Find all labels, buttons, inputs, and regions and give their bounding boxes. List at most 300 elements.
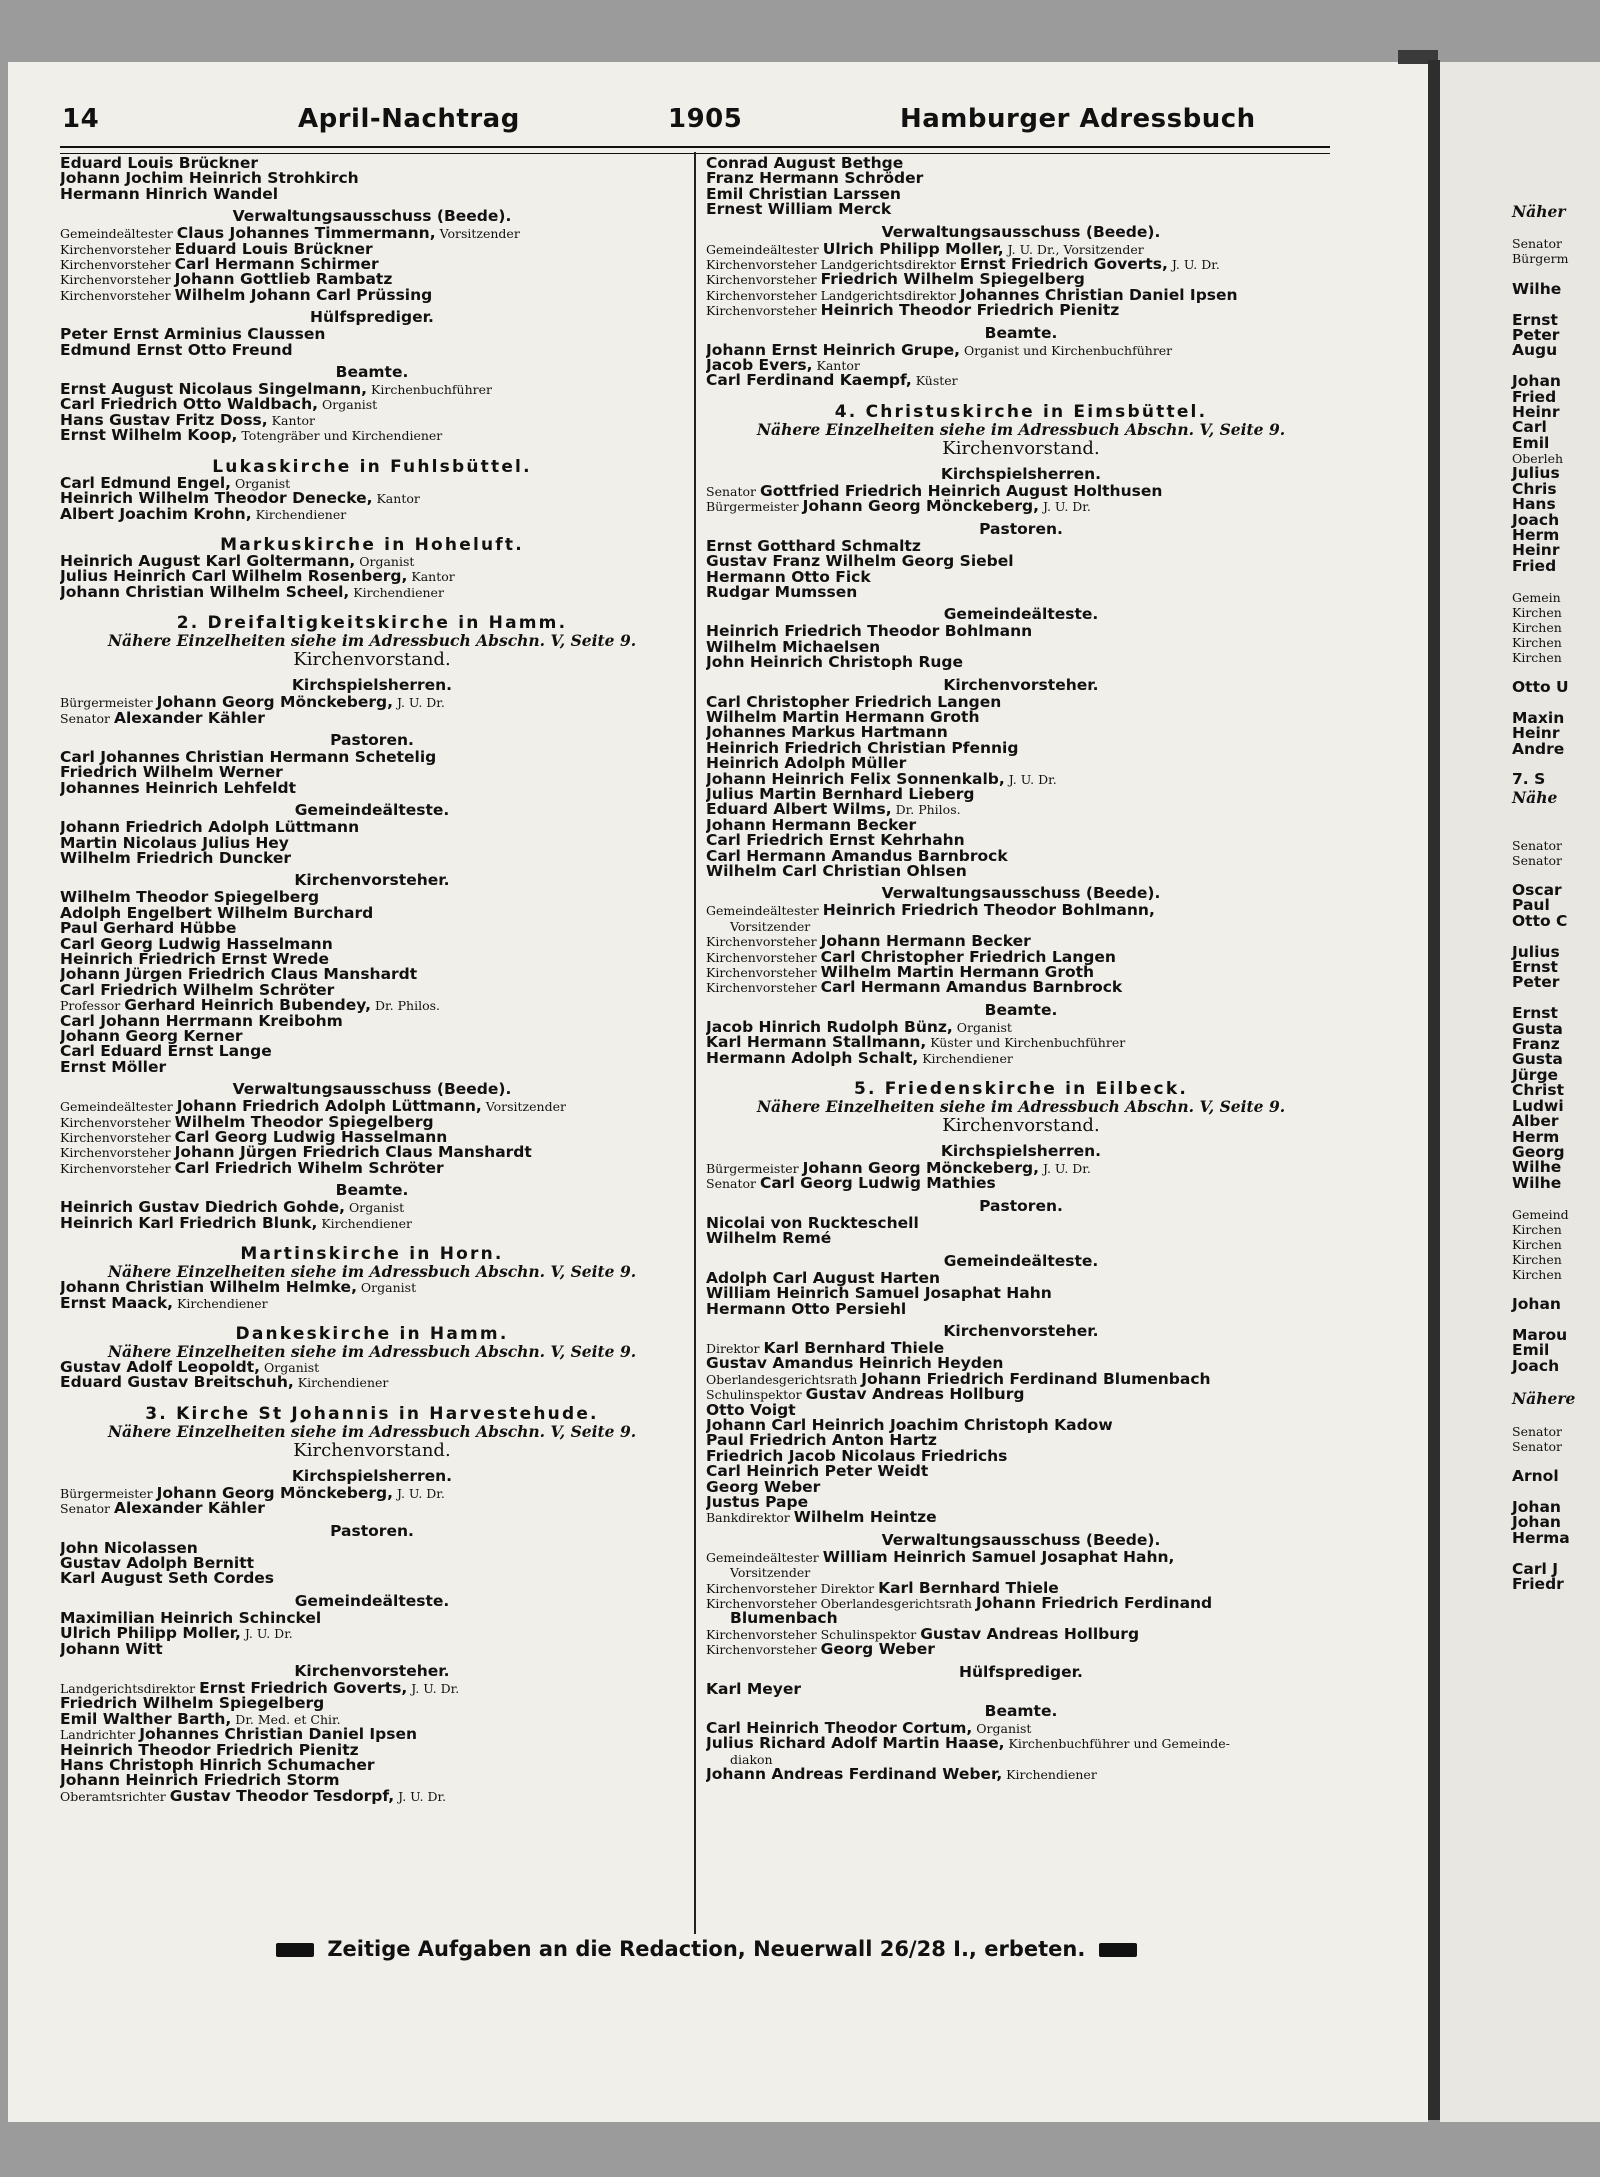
- entry-line: [706, 202, 1336, 217]
- entry-name: Friedrich Wilhelm Spiegelberg: [60, 1696, 325, 1712]
- entry-name: Johann Friedrich Adolph Lüttmann: [60, 820, 360, 836]
- entry-title: Kirchenvorsteher Landgerichtsdirektor: [706, 257, 960, 273]
- entry-name: Carl Hermann Amandus Barnbrock: [706, 848, 1008, 864]
- section-heading: Kirchenvorsteher.: [294, 1661, 450, 1680]
- adjacent-page-text: Senator: [1512, 837, 1562, 853]
- entry-line: [60, 257, 684, 272]
- year: 1905: [668, 104, 743, 134]
- entry-line: [60, 1060, 684, 1075]
- entry-line: [706, 980, 1336, 995]
- entry-role: Organist: [318, 397, 378, 413]
- section-heading: Kirchspielsherren.: [940, 464, 1102, 483]
- section-heading: Verwaltungsausschuss (Beede).: [881, 222, 1161, 241]
- entry-line: [60, 272, 684, 287]
- entry-line: [706, 864, 1336, 879]
- entry-line: [60, 1014, 684, 1029]
- entry-line: [60, 491, 684, 506]
- entry-name: Carl Christopher Friedrich Langen: [820, 949, 1116, 966]
- adjacent-page-text: Kirchen: [1512, 1251, 1562, 1267]
- entry-name: Ernst August Nicolaus Singelmann,: [60, 382, 368, 398]
- entry-line: [706, 1302, 1336, 1317]
- section-heading: Beamte.: [984, 1702, 1058, 1721]
- entry-name: Carl Friedrich Otto Waldbach,: [60, 397, 319, 413]
- entry-line: [60, 750, 684, 765]
- entry-line: [706, 1449, 1336, 1464]
- church-heading: Markuskirche in Hoheluft.: [220, 534, 524, 555]
- entry-line: [60, 397, 684, 412]
- entry-role: Kirchendiener: [293, 1375, 389, 1391]
- entry-line: [60, 156, 684, 171]
- entry-name: Heinrich Friedrich Christian Pfennig: [706, 740, 1019, 757]
- entry-line: [706, 1051, 1336, 1066]
- entry-title: Kirchenvorsteher: [706, 965, 821, 981]
- section-heading: Beamte.: [335, 1181, 409, 1200]
- entry-title: Bürgermeister: [706, 1161, 803, 1177]
- entry-name: Ernst Maack,: [60, 1295, 174, 1311]
- entry-title: Landgerichtsdirektor: [60, 1680, 200, 1696]
- entry-name: Heinrich Friedrich Theodor Bohlmann: [706, 624, 1033, 640]
- entry-name: Johann Ernst Heinrich Grupe,: [706, 342, 960, 359]
- entry-role: Organist: [355, 553, 415, 569]
- entry-name: Eduard Louis Brückner: [60, 156, 258, 172]
- entry-title: Bürgermeister: [60, 695, 157, 711]
- reference-note: Nähere Einzelheiten siehe im Adressbuch Abschn. V, Seite 9.: [107, 1421, 637, 1441]
- entry-name: Julius Martin Bernhard Lieberg: [706, 786, 975, 803]
- entry-line: [706, 1581, 1336, 1596]
- entry-role: Küster und Kirchenbuchführer: [926, 1035, 1126, 1051]
- entry-line: [60, 585, 684, 600]
- entry-name: Gustav Amandus Heinrich Heyden: [706, 1356, 1004, 1372]
- adjacent-page-fragments: [1512, 202, 1575, 1592]
- entry-name: Johann Georg Mönckeberg,: [802, 1161, 1039, 1177]
- entry-line: [706, 585, 1336, 600]
- entry-name: Johannes Christian Daniel Ipsen: [139, 1727, 418, 1743]
- adjacent-page-text: Wilhe: [1512, 279, 1562, 298]
- entry-title: Kirchenvorsteher: [706, 272, 821, 288]
- entry-line: [706, 303, 1336, 318]
- entry-name: Johann Hermann Becker: [706, 817, 917, 834]
- entry-name: Johann Georg Mönckeberg,: [156, 695, 393, 711]
- entry-name: Heinrich Wilhelm Theodor Denecke,: [60, 491, 373, 507]
- entry-role: J. U. Dr.: [407, 1680, 460, 1696]
- entry-name: Heinrich Adolph Müller: [706, 756, 907, 772]
- entry-line: [706, 242, 1336, 257]
- entry-name: Ernst Friedrich Goverts,: [199, 1680, 408, 1697]
- entry-role: Kantor: [267, 412, 316, 428]
- section-heading: Hülfsprediger.: [310, 308, 434, 327]
- entry-title: Bürgermeister: [706, 499, 803, 515]
- entry-role: Vorsitzender: [481, 1099, 566, 1115]
- entry-title: Kirchenvorsteher: [60, 1160, 175, 1176]
- entry-name: Heinrich Friedrich Ernst Wrede: [60, 952, 330, 968]
- entry-line: [60, 1681, 684, 1696]
- entry-line: [706, 1372, 1336, 1387]
- entry-line: [706, 1176, 1336, 1191]
- entry-line: [706, 950, 1336, 965]
- entry-line: [706, 1020, 1336, 1035]
- entry-name: Carl Ferdinand Kaempf,: [706, 373, 912, 389]
- entry-line: [60, 967, 684, 982]
- entry-title: Oberamtsrichter: [60, 1788, 170, 1804]
- entry-role: Küster: [911, 373, 958, 389]
- entry-name: Johann Christian Wilhelm Scheel,: [60, 584, 350, 601]
- entry-line: [60, 1789, 684, 1804]
- entry-line: [60, 851, 684, 866]
- adjacent-page-text: Näher: [1512, 202, 1566, 221]
- entry-name: Wilhelm Friedrich Duncker: [60, 850, 292, 867]
- entry-line: [60, 476, 684, 491]
- entry-line: [706, 1550, 1336, 1565]
- adjacent-page-text: Georg: [1512, 1142, 1565, 1161]
- adjacent-page-text: Augu: [1512, 341, 1558, 360]
- entry-name: Paul Friedrich Anton Hartz: [706, 1433, 937, 1449]
- entry-line: [60, 343, 684, 358]
- adjacent-page-text: Fried: [1512, 556, 1557, 575]
- adjacent-page-text: [1512, 822, 1575, 837]
- church-heading: 4. Christuskirche in Eimsbüttel.: [834, 401, 1208, 422]
- entry-continuation: diakon: [730, 1751, 773, 1767]
- entry-line: [706, 741, 1336, 756]
- entry-line: [60, 288, 684, 303]
- section-heading: Pastoren.: [330, 730, 414, 749]
- entry-line: [706, 1480, 1336, 1495]
- adjacent-page-text: Herma: [1512, 1528, 1570, 1547]
- section-heading: Beamte.: [984, 1000, 1058, 1019]
- church-heading: Martinskirche in Horn.: [240, 1244, 504, 1265]
- adjacent-page-text: Oscar: [1512, 881, 1562, 899]
- entry-name: Johann Friedrich Ferdinand Blumenbach: [861, 1371, 1211, 1388]
- adjacent-page-text: Johan: [1512, 1498, 1561, 1516]
- adjacent-page-text: Ludwi: [1512, 1096, 1564, 1115]
- entry-line: [60, 1280, 684, 1295]
- entry-name: Hermann Hinrich Wandel: [60, 186, 279, 203]
- adjacent-page-text: Emil: [1512, 433, 1550, 452]
- entry-name: Ernst Gotthard Schmaltz: [706, 538, 921, 555]
- entry-name: Ulrich Philipp Moller,: [822, 241, 1004, 258]
- adjacent-page-text: Marou: [1512, 1325, 1568, 1344]
- adjacent-page-text: Gusta: [1512, 1050, 1563, 1069]
- entry-line: [60, 327, 684, 342]
- entry-title: Bürgermeister: [60, 1485, 157, 1501]
- section-heading: Kirchspielsherren.: [940, 1142, 1102, 1161]
- entry-line: [706, 1495, 1336, 1510]
- entry-name: Gustav Franz Wilhelm Georg Siebel: [706, 554, 1014, 570]
- entry-name: Johann Georg Mönckeberg,: [802, 499, 1039, 515]
- entry-line: [60, 1216, 684, 1231]
- adjacent-page-text: Christ: [1512, 1081, 1565, 1100]
- reference-note: Nähere Einzelheiten siehe im Adressbuch Abschn. V, Seite 9.: [756, 419, 1286, 439]
- entry-name: Karl Meyer: [706, 1681, 802, 1698]
- entry-name: Alexander Kähler: [113, 1501, 265, 1517]
- entry-name: Wilhelm Theodor Spiegelberg: [174, 1114, 434, 1131]
- entry-name: Heinrich Gustav Diedrich Gohde,: [60, 1200, 346, 1216]
- entry-line: [60, 554, 684, 569]
- adjacent-page-text: Heinr: [1512, 724, 1560, 743]
- entry-name: Nicolai von Ruckteschell: [706, 1215, 919, 1232]
- entry-line: [706, 640, 1336, 655]
- entry-line: [706, 156, 1336, 171]
- entry-name: Carl Eduard Ernst Lange: [60, 1044, 272, 1060]
- entry-role: J. U. Dr., Vorsitzender: [1003, 241, 1144, 257]
- entry-name: Johann Andreas Ferdinand Weber,: [706, 1767, 1003, 1783]
- entry-name: Johann Heinrich Friedrich Storm: [60, 1773, 340, 1789]
- entry-name: Wilhelm Remé: [706, 1231, 832, 1247]
- adjacent-page-text: Otto C: [1512, 911, 1568, 930]
- entry-line: [706, 1356, 1336, 1371]
- entry-line: [60, 1360, 684, 1375]
- adjacent-page-text: Carl J: [1512, 1559, 1558, 1578]
- entry-name: Hermann Otto Persiehl: [706, 1301, 907, 1317]
- entry-title: Kirchenvorsteher: [706, 1642, 821, 1658]
- entry-name: Johann Gottlieb Rambatz: [174, 272, 393, 288]
- entry-line: [706, 343, 1336, 358]
- entry-line: [60, 242, 684, 257]
- entry-line: [706, 1510, 1336, 1525]
- entry-role: Organist: [356, 1280, 417, 1296]
- entry-name: Friedrich Wilhelm Spiegelberg: [820, 272, 1085, 288]
- entry-line: [706, 655, 1336, 670]
- entry-line: [706, 288, 1336, 303]
- entry-name: Ernst Wilhelm Koop,: [60, 428, 238, 444]
- entry-name: Carl Georg Ludwig Hasselmann: [60, 936, 333, 952]
- pointing-hand-icon: [1099, 1943, 1137, 1957]
- entry-line: [706, 171, 1336, 186]
- entry-title: Senator: [60, 710, 114, 726]
- entry-line: [706, 539, 1336, 554]
- entry-role: Kirchendiener: [349, 584, 444, 600]
- adjacent-page-text: [1512, 1374, 1575, 1389]
- reference-note: Nähere Einzelheiten siehe im Adressbuch Abschn. V, Seite 9.: [107, 1262, 637, 1282]
- entry-line: [60, 1115, 684, 1130]
- footer-text: Zeitige Aufgaben an die Redaction, Neuerwall 26/28 I., erbeten.: [327, 1937, 1086, 1961]
- entry-name: Julius Heinrich Carl Wilhelm Rosenberg,: [60, 569, 408, 585]
- entry-title: Senator: [706, 483, 760, 499]
- entry-role: Organist: [972, 1721, 1032, 1737]
- left-column: [60, 156, 684, 1804]
- entry-role: J. U. Dr.: [240, 1626, 293, 1642]
- entry-line: [60, 1571, 684, 1586]
- entry-name: Gustav Andreas Hollburg: [805, 1387, 1025, 1403]
- church-heading: 3. Kirche St Johannis in Harvestehude.: [145, 1403, 599, 1424]
- entry-line: [60, 507, 684, 522]
- adjacent-page-text: Andre: [1512, 739, 1565, 758]
- column-divider: [694, 152, 696, 1934]
- entry-role: Organist: [952, 1019, 1012, 1035]
- entry-line: [706, 965, 1336, 980]
- entry-title: Kirchenvorsteher: [60, 272, 175, 288]
- entry-role: Kirchendiener: [317, 1215, 412, 1231]
- section-heading: Verwaltungsausschuss (Beede).: [232, 1080, 512, 1099]
- entry-role: Kirchenbuchführer: [367, 382, 493, 398]
- entry-title: Kirchenvorsteher: [60, 241, 175, 257]
- adjacent-page-text: Joach: [1512, 510, 1560, 529]
- adjacent-page-text: Friedr: [1512, 1575, 1564, 1594]
- entry-line: [706, 833, 1336, 848]
- adjacent-page-text: Wilhe: [1512, 1173, 1562, 1192]
- entry-title: Gemeindeältester: [706, 1549, 823, 1565]
- entry-line: [60, 765, 684, 780]
- adjacent-page-text: Fried: [1512, 387, 1557, 406]
- entry-line: [706, 570, 1336, 585]
- entry-role: Dr. Philos.: [371, 998, 440, 1014]
- entry-role: Dr. Med. et Chir.: [231, 1711, 341, 1727]
- entry-line: [706, 373, 1336, 388]
- section-heading: Kirchenvorsteher.: [943, 1321, 1099, 1340]
- entry-name: Emil Christian Larssen: [706, 186, 901, 203]
- entry-role: Kirchenbuchführer und Gemeinde-: [1004, 1736, 1230, 1752]
- entry-line: [706, 257, 1336, 272]
- entry-name: Johann Jürgen Friedrich Claus Manshardt: [60, 967, 418, 983]
- entry-name: Jacob Evers,: [706, 358, 813, 374]
- entry-role: Kantor: [812, 358, 860, 374]
- entry-name: Ernest William Merck: [706, 202, 892, 218]
- adjacent-page-text: Gemein: [1512, 589, 1561, 605]
- entry-name: Heinrich Theodor Friedrich Pienitz: [60, 1742, 359, 1758]
- entry-name: John Heinrich Christoph Ruge: [706, 655, 964, 671]
- entry-role: Kirchendiener: [251, 506, 347, 522]
- entry-name: Johann Witt: [60, 1641, 163, 1657]
- entry-name: Johann Jürgen Friedrich Claus Manshardt: [174, 1145, 532, 1161]
- adjacent-page-text: Ernst: [1512, 1004, 1558, 1023]
- page-number: 14: [62, 104, 100, 134]
- section-heading: Pastoren.: [979, 1196, 1063, 1215]
- entry-title: Kirchenvorsteher: [706, 303, 821, 319]
- entry-line: [60, 382, 684, 397]
- entry-role: Kirchendiener: [918, 1050, 1013, 1066]
- adjacent-page-text: Bürgerm: [1512, 251, 1569, 267]
- entry-line: [60, 952, 684, 967]
- entry-name: Johann Hermann Becker: [820, 934, 1031, 950]
- entry-name: Alexander Kähler: [113, 710, 265, 726]
- entry-line: [60, 1161, 684, 1176]
- entry-name: Adolph Carl August Harten: [706, 1270, 940, 1287]
- entry-role: Kirchendiener: [1002, 1767, 1097, 1783]
- entry-name: Carl Christopher Friedrich Langen: [706, 694, 1002, 710]
- adjacent-page-text: Nähere: [1512, 1389, 1576, 1409]
- adjacent-page-text: Gemeind: [1512, 1206, 1569, 1222]
- entry-line: [60, 921, 684, 936]
- entry-name: William Heinrich Samuel Josaphat Hahn: [706, 1286, 1052, 1302]
- adjacent-page-text: Heinr: [1512, 541, 1560, 560]
- entry-name: Emil Walther Barth,: [60, 1711, 232, 1728]
- entry-name: Gustav Andreas Hollburg: [920, 1626, 1140, 1643]
- adjacent-page-text: Johan: [1512, 1294, 1561, 1313]
- entry-line: [706, 1464, 1336, 1479]
- adjacent-page-text: Kirchen: [1512, 634, 1562, 650]
- adjacent-page-text: Kirchen: [1512, 649, 1562, 665]
- entry-name: Wilhelm Johann Carl Prüssing: [174, 287, 433, 304]
- entry-line: [60, 1541, 684, 1556]
- entry-line: [60, 836, 684, 851]
- board-heading: Kirchenvorstand.: [293, 1439, 451, 1461]
- entry-name: John Nicolassen: [60, 1540, 198, 1556]
- entry-line: [60, 711, 684, 726]
- book-spine: [1428, 60, 1440, 2120]
- entry-line: [706, 484, 1336, 499]
- adjacent-page-text: Arnol: [1512, 1467, 1559, 1486]
- entry-line: [706, 1403, 1336, 1418]
- entry-line: [60, 1642, 684, 1657]
- entry-title: Kirchenvorsteher Schulinspektor: [706, 1626, 921, 1642]
- entry-line: [60, 569, 684, 584]
- entry-name: Carl Friedrich Wilhelm Schröter: [60, 982, 335, 999]
- entry-name: Carl Georg Ludwig Mathies: [759, 1176, 996, 1192]
- section-heading: Pastoren.: [330, 1521, 414, 1540]
- entry-line: [60, 998, 684, 1013]
- adjacent-page-text: Kirchen: [1512, 1221, 1562, 1237]
- entry-line: [706, 1596, 1336, 1611]
- entry-name: Maximilian Heinrich Schinckel: [60, 1610, 322, 1627]
- entry-line: [60, 1501, 684, 1516]
- entry-line: [706, 1433, 1336, 1448]
- section-heading: Gemeindeälteste.: [943, 605, 1099, 624]
- entry-line: [706, 1767, 1336, 1782]
- entry-line: [706, 934, 1336, 949]
- entry-name: Carl Hermann Schirmer: [174, 257, 379, 273]
- entry-line: [60, 1611, 684, 1626]
- entry-line: [60, 1099, 684, 1114]
- entry-name: Ernst Friedrich Goverts,: [959, 257, 1168, 273]
- entry-line: [706, 756, 1336, 771]
- entry-line: [706, 1721, 1336, 1736]
- board-heading: Kirchenvorstand.: [942, 1115, 1100, 1137]
- entry-line: [706, 818, 1336, 833]
- adjacent-page-text: Jürge: [1512, 1065, 1559, 1084]
- adjacent-page-text: Hans: [1512, 495, 1556, 514]
- entry-name: Hermann Adolph Schalt,: [706, 1050, 919, 1067]
- board-heading: Kirchenvorstand.: [942, 437, 1100, 459]
- entry-line: [706, 1418, 1336, 1433]
- entry-title: Kirchenvorsteher: [60, 1145, 175, 1161]
- adjacent-page-text: Ernst: [1512, 958, 1558, 977]
- entry-line: [706, 1627, 1336, 1642]
- adjacent-page-text: [1512, 1408, 1575, 1423]
- entry-name: Johannes Christian Daniel Ipsen: [959, 287, 1238, 304]
- adjacent-page-text: Senator: [1512, 1423, 1562, 1439]
- entry-title: Direktor: [706, 1340, 764, 1356]
- publication-title: Hamburger Adressbuch: [900, 104, 1256, 134]
- entry-name: Carl Johannes Christian Hermann Schetelig: [60, 749, 437, 766]
- entry-line: [60, 1758, 684, 1773]
- entry-line: [60, 1029, 684, 1044]
- adjacent-page-text: Maxin: [1512, 708, 1565, 727]
- entry-name: Hans Christoph Hinrich Schumacher: [60, 1758, 375, 1774]
- adjacent-page: [1440, 62, 1600, 2122]
- entry-name: Wilhelm Heintze: [793, 1510, 937, 1526]
- section-heading: Hülfsprediger.: [959, 1662, 1083, 1681]
- adjacent-page-text: Herm: [1512, 1127, 1560, 1146]
- entry-name: Carl Edmund Engel,: [60, 475, 232, 492]
- adjacent-page-text: Heinr: [1512, 403, 1560, 422]
- adjacent-page-text: Oberleh: [1512, 451, 1564, 467]
- adjacent-page-text: Paul: [1512, 896, 1550, 915]
- entry-name: Peter Ernst Arminius Claussen: [60, 327, 326, 343]
- entry-name: Ulrich Philipp Moller,: [60, 1626, 241, 1642]
- entry-line: [706, 1286, 1336, 1301]
- entry-line: [60, 226, 684, 241]
- entry-line: [60, 1626, 684, 1641]
- section-heading: Beamte.: [335, 363, 409, 382]
- entry-title: Kirchenvorsteher Landgerichtsdirektor: [706, 287, 960, 303]
- entry-line: [60, 1200, 684, 1215]
- entry-line: [60, 1145, 684, 1160]
- entry-role: Organist: [231, 475, 291, 491]
- page-footer: [270, 1937, 1330, 1961]
- entry-name: Hermann Otto Fick: [706, 569, 871, 585]
- entry-line: [60, 1712, 684, 1727]
- entry-line: [706, 187, 1336, 202]
- entry-title: Landrichter: [60, 1727, 140, 1743]
